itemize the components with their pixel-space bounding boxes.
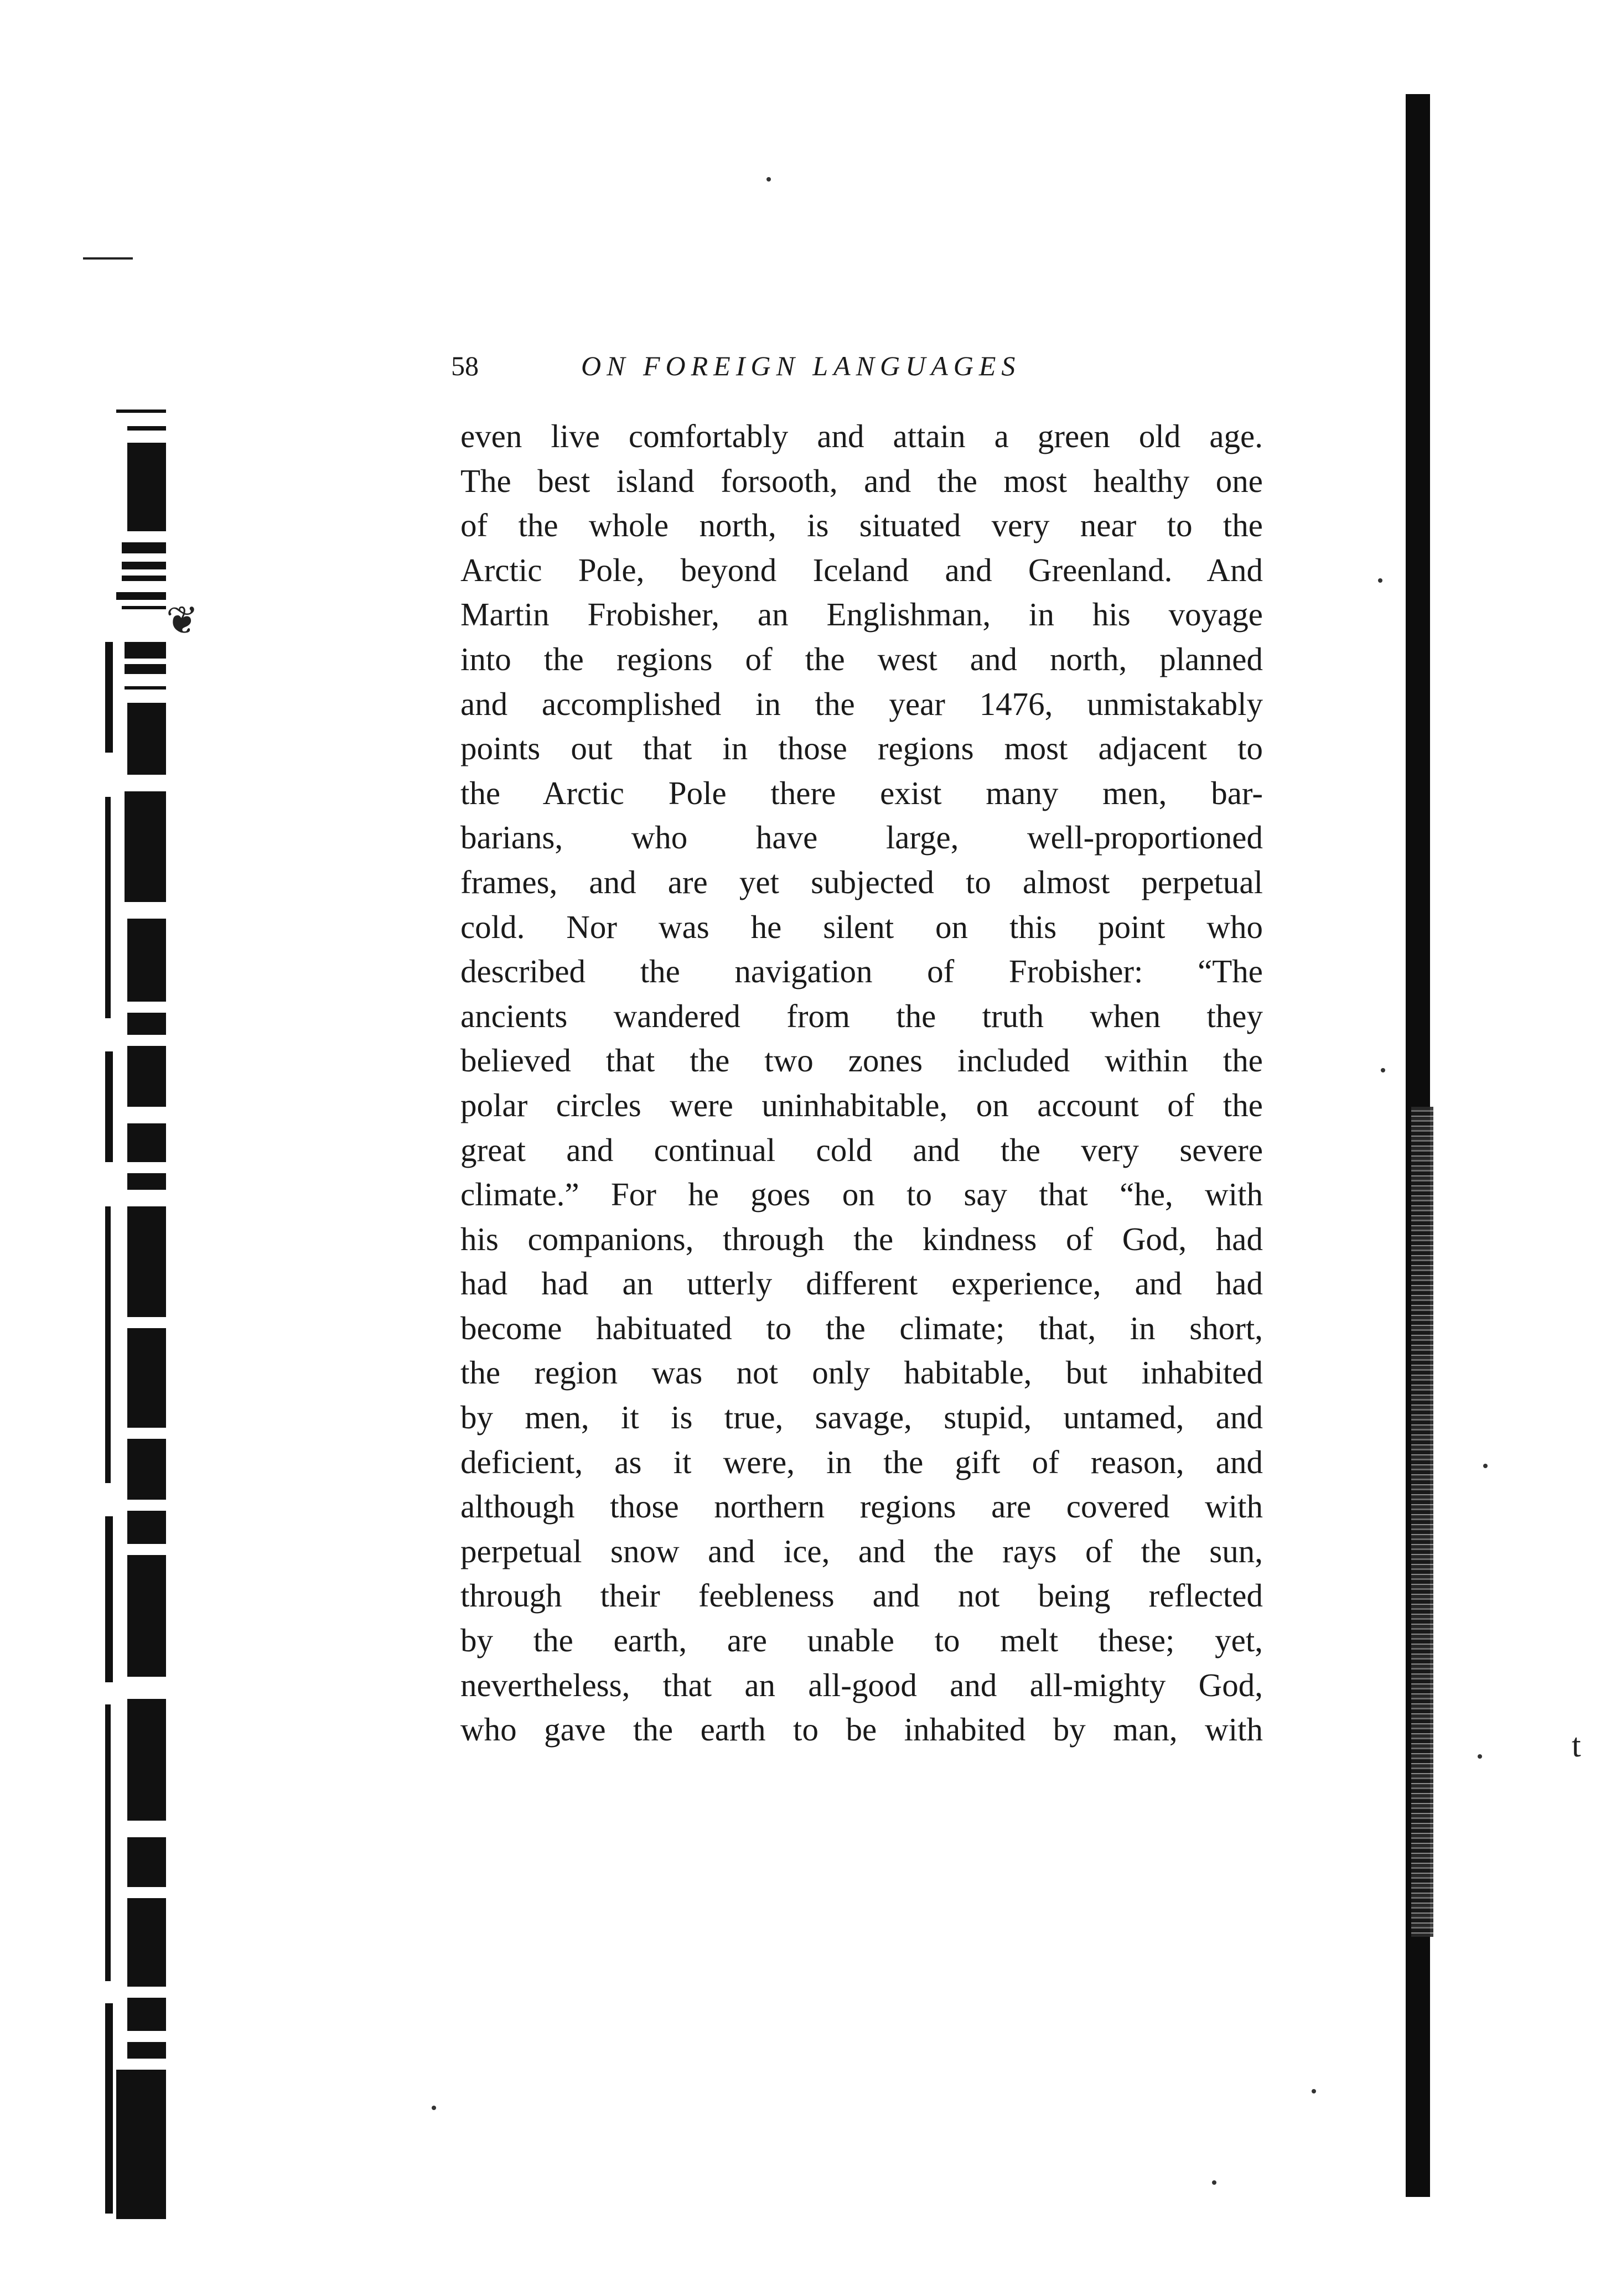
speck — [1212, 2180, 1216, 2185]
text-line: who gave the earth to be inhabited by man, with — [460, 1711, 1263, 1748]
speck — [1312, 2089, 1316, 2093]
running-title: ON FOREIGN LANGUAGES — [581, 350, 1021, 381]
body-text — [460, 414, 1263, 1752]
text-line: deficient, as it were, in the gift of reason, and — [460, 1443, 1263, 1480]
text-line: described the navigation of Frobisher: “The — [460, 953, 1263, 990]
text-line: even live comfortably and attain a green old age. — [460, 418, 1263, 454]
text-line: points out that in those regions most adjacent to — [460, 730, 1263, 767]
text-line: Martin Frobisher, an Englishman, in his voyage — [460, 596, 1263, 633]
speck — [766, 177, 771, 182]
text-line: his companions, through the kindness of God, had — [460, 1220, 1263, 1257]
margin-stray-letter: t — [1572, 1727, 1581, 1764]
speck — [432, 2106, 436, 2110]
text-line: and accomplished in the year 1476, unmistakably — [460, 685, 1263, 722]
text-line: frames, and are yet subjected to almost perpetual — [460, 863, 1263, 900]
text-line: into the regions of the west and north, planned — [460, 640, 1263, 677]
text-line: climate.” For he goes on to say that “he, with — [460, 1176, 1263, 1213]
text-line: although those northern regions are covered with — [460, 1488, 1263, 1525]
text-line: great and continual cold and the very severe — [460, 1131, 1263, 1168]
text-line: by men, it is true, savage, stupid, untamed, and — [460, 1399, 1263, 1436]
speck — [1478, 1754, 1482, 1759]
margin-mark: ❦ — [166, 600, 199, 642]
text-line: the region was not only habitable, but inhabited — [460, 1354, 1263, 1391]
text-line: ancients wandered from the truth when they — [460, 997, 1263, 1034]
scan-edge-dash — [83, 257, 133, 260]
text-line: through their feebleness and not being reflected — [460, 1577, 1263, 1614]
text-line: The best island forsooth, and the most healthy one — [460, 462, 1263, 499]
binding-texture — [1411, 1107, 1433, 1937]
text-line: cold. Nor was he silent on this point who — [460, 908, 1263, 945]
page-number: 58 — [451, 350, 479, 381]
text-line: the Arctic Pole there exist many men, bar- — [460, 774, 1263, 811]
text-line: polar circles were uninhabitable, on account of the — [460, 1086, 1263, 1123]
running-header — [451, 350, 1281, 394]
text-line: barians, who have large, well-proportioned — [460, 819, 1263, 856]
text-line: perpetual snow and ice, and the rays of the sun, — [460, 1532, 1263, 1569]
text-line: by the earth, are unable to melt these; yet, — [460, 1622, 1263, 1659]
text-line: become habituated to the climate; that, in short, — [460, 1309, 1263, 1346]
text-line: Arctic Pole, beyond Iceland and Greenland. And — [460, 551, 1263, 588]
text-line: of the whole north, is situated very near to the — [460, 507, 1263, 544]
scan-edge-artifact — [83, 410, 177, 2219]
text-line: had had an utterly different experience, and had — [460, 1265, 1263, 1302]
speck — [1483, 1464, 1488, 1468]
speck — [1381, 1068, 1385, 1072]
text-line: nevertheless, that an all-good and all-mighty God, — [460, 1666, 1263, 1703]
text-line: believed that the two zones included within the — [460, 1042, 1263, 1079]
speck — [1378, 578, 1382, 583]
